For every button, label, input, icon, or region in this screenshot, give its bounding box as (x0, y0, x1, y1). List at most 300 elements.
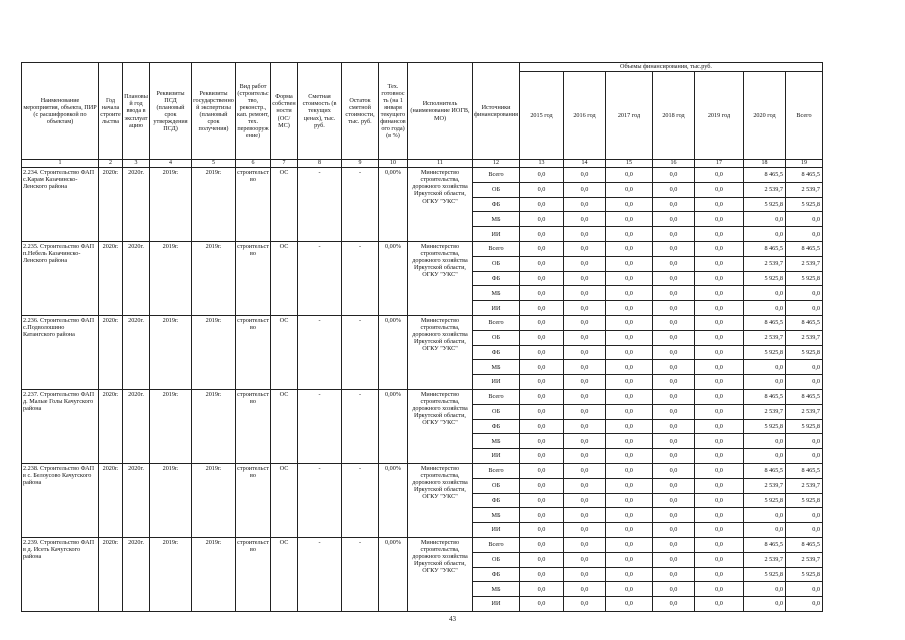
amount-cell: 0,0 (606, 212, 653, 227)
amount-cell: 5 925,8 (786, 567, 823, 582)
funding-source: ОБ (473, 404, 520, 419)
amount-cell: 0,0 (695, 330, 744, 345)
amount-cell: 0,0 (564, 552, 606, 567)
amount-cell: 0,0 (606, 419, 653, 434)
start-year: 2020г. (99, 537, 123, 611)
amount-cell: 0,0 (520, 345, 564, 360)
estimate: - (298, 315, 342, 389)
amount-cell: 0,0 (653, 434, 695, 449)
object-name: 2.236. Строительство ФАП с.Подволошино Катангского района (22, 315, 99, 389)
funding-source: Всего (473, 168, 520, 183)
amount-cell: 8 465,5 (786, 463, 823, 478)
amount-cell: 0,0 (695, 508, 744, 523)
psd-date: 2019г. (150, 537, 192, 611)
amount-cell: 0,0 (786, 212, 823, 227)
amount-cell: 0,0 (786, 449, 823, 464)
estimate: - (298, 389, 342, 463)
column-number: 12 (473, 160, 520, 168)
psd-date: 2019г. (150, 315, 192, 389)
work-type: строительство (236, 463, 271, 537)
amount-cell: 0,0 (653, 182, 695, 197)
amount-cell: 0,0 (520, 182, 564, 197)
amount-cell: 0,0 (520, 404, 564, 419)
amount-cell: 0,0 (653, 345, 695, 360)
amount-cell: 0,0 (606, 227, 653, 242)
commission-year: 2020г. (123, 389, 150, 463)
amount-cell: 0,0 (564, 197, 606, 212)
remainder: - (342, 168, 379, 242)
column-number-row (22, 160, 823, 168)
header-funding: Объемы финансирования, тыс.руб. (520, 63, 823, 72)
amount-cell: 0,0 (695, 345, 744, 360)
column-number: 13 (520, 160, 564, 168)
amount-cell: 0,0 (520, 537, 564, 552)
remainder: - (342, 315, 379, 389)
amount-cell: 0,0 (564, 286, 606, 301)
amount-cell: 2 539,7 (786, 182, 823, 197)
funding-source: МБ (473, 434, 520, 449)
amount-cell: 2 539,7 (744, 256, 786, 271)
ownership: ОС (271, 463, 298, 537)
funding-source: Всего (473, 537, 520, 552)
page-number: 43 (449, 615, 456, 623)
executor: Министерство строительства, дорожного хозяйства Иркутской области, ОГКУ "УКС" (408, 241, 473, 315)
amount-cell: 0,0 (606, 449, 653, 464)
amount-cell: 0,0 (606, 434, 653, 449)
column-number: 9 (342, 160, 379, 168)
funding-source: ИИ (473, 301, 520, 316)
amount-cell: 0,0 (564, 419, 606, 434)
funding-source: Всего (473, 241, 520, 256)
column-number: 2 (99, 160, 123, 168)
amount-cell: 0,0 (786, 523, 823, 538)
amount-cell: 0,0 (653, 301, 695, 316)
expertise-date: 2019г. (192, 168, 236, 242)
amount-cell: 0,0 (653, 463, 695, 478)
amount-cell: 8 465,5 (744, 168, 786, 183)
amount-cell: 0,0 (520, 434, 564, 449)
column-number: 14 (564, 160, 606, 168)
expertise-date: 2019г. (192, 537, 236, 611)
amount-cell: 0,0 (564, 567, 606, 582)
amount-cell: 0,0 (520, 227, 564, 242)
amount-cell: 0,0 (744, 375, 786, 390)
amount-cell: 0,0 (564, 315, 606, 330)
psd-date: 2019г. (150, 463, 192, 537)
amount-cell: 0,0 (520, 463, 564, 478)
funding-source: МБ (473, 212, 520, 227)
column-number: 16 (653, 160, 695, 168)
amount-cell: 8 465,5 (744, 463, 786, 478)
amount-cell: 0,0 (520, 271, 564, 286)
table-row (22, 389, 823, 404)
amount-cell: 0,0 (520, 360, 564, 375)
amount-cell: 0,0 (653, 389, 695, 404)
amount-cell: 0,0 (606, 345, 653, 360)
amount-cell: 0,0 (564, 597, 606, 612)
amount-cell: 5 925,8 (786, 271, 823, 286)
amount-cell: 0,0 (606, 286, 653, 301)
amount-cell: 0,0 (744, 508, 786, 523)
header-year-2016: 2016 год (564, 72, 606, 160)
start-year: 2020г. (99, 389, 123, 463)
amount-cell: 0,0 (695, 404, 744, 419)
ownership: ОС (271, 389, 298, 463)
column-number: 1 (22, 160, 99, 168)
table-row (22, 537, 823, 552)
amount-cell: 0,0 (606, 389, 653, 404)
funding-source: Всего (473, 463, 520, 478)
column-number: 11 (408, 160, 473, 168)
amount-cell: 2 539,7 (744, 404, 786, 419)
remainder: - (342, 389, 379, 463)
amount-cell: 0,0 (520, 552, 564, 567)
amount-cell: 0,0 (606, 508, 653, 523)
amount-cell: 0,0 (786, 508, 823, 523)
amount-cell: 0,0 (564, 537, 606, 552)
amount-cell: 0,0 (564, 493, 606, 508)
amount-cell: 0,0 (606, 404, 653, 419)
amount-cell: 0,0 (695, 360, 744, 375)
amount-cell: 0,0 (520, 523, 564, 538)
amount-cell: 0,0 (520, 567, 564, 582)
amount-cell: 2 539,7 (786, 552, 823, 567)
amount-cell: 0,0 (653, 597, 695, 612)
amount-cell: 0,0 (653, 478, 695, 493)
estimate: - (298, 463, 342, 537)
amount-cell: 0,0 (653, 241, 695, 256)
amount-cell: 2 539,7 (786, 478, 823, 493)
psd-date: 2019г. (150, 241, 192, 315)
header-expertise: Реквизиты государственной экспертизы (плановый срок получения) (192, 63, 236, 160)
column-number: 6 (236, 160, 271, 168)
amount-cell: 0,0 (520, 375, 564, 390)
amount-cell: 0,0 (744, 212, 786, 227)
amount-cell: 0,0 (653, 360, 695, 375)
amount-cell: 0,0 (653, 449, 695, 464)
amount-cell: 0,0 (520, 241, 564, 256)
funding-source: МБ (473, 582, 520, 597)
amount-cell: 0,0 (695, 523, 744, 538)
funding-source: ФБ (473, 197, 520, 212)
work-type: строительство (236, 241, 271, 315)
amount-cell: 0,0 (653, 567, 695, 582)
amount-cell: 0,0 (564, 271, 606, 286)
object-name: 2.237. Строительство ФАП д. Малые Голы Качугского района (22, 389, 99, 463)
amount-cell: 8 465,5 (744, 241, 786, 256)
amount-cell: 0,0 (786, 227, 823, 242)
object-name: 2.239. Строительство ФАП в д. Исеть Качугского района (22, 537, 99, 611)
amount-cell: 0,0 (606, 182, 653, 197)
work-type: строительство (236, 315, 271, 389)
executor: Министерство строительства, дорожного хозяйства Иркутской области, ОГКУ "УКС" (408, 389, 473, 463)
amount-cell: 0,0 (695, 286, 744, 301)
amount-cell: 2 539,7 (786, 256, 823, 271)
amount-cell: 8 465,5 (744, 315, 786, 330)
amount-cell: 5 925,8 (744, 271, 786, 286)
funding-source: ОБ (473, 256, 520, 271)
amount-cell: 0,0 (695, 597, 744, 612)
amount-cell: 0,0 (564, 330, 606, 345)
column-number: 7 (271, 160, 298, 168)
amount-cell: 0,0 (786, 375, 823, 390)
amount-cell: 0,0 (520, 478, 564, 493)
amount-cell: 0,0 (520, 330, 564, 345)
amount-cell: 0,0 (695, 434, 744, 449)
amount-cell: 0,0 (520, 301, 564, 316)
amount-cell: 0,0 (564, 582, 606, 597)
amount-cell: 0,0 (653, 286, 695, 301)
commission-year: 2020г. (123, 537, 150, 611)
header-work-type: Вид работ (строительство, реконстр., кап. ремонт, тех. перевооружение) (236, 63, 271, 160)
funding-source: Всего (473, 389, 520, 404)
amount-cell: 0,0 (695, 478, 744, 493)
funding-source: ФБ (473, 345, 520, 360)
amount-cell: 0,0 (520, 449, 564, 464)
amount-cell: 0,0 (653, 315, 695, 330)
amount-cell: 0,0 (564, 508, 606, 523)
amount-cell: 0,0 (653, 271, 695, 286)
funding-source: ИИ (473, 449, 520, 464)
amount-cell: 0,0 (786, 597, 823, 612)
amount-cell: 0,0 (606, 567, 653, 582)
psd-date: 2019г. (150, 168, 192, 242)
amount-cell: 0,0 (653, 419, 695, 434)
column-number: 5 (192, 160, 236, 168)
amount-cell: 2 539,7 (786, 404, 823, 419)
header-year-2019: 2019 год (695, 72, 744, 160)
amount-cell: 0,0 (653, 256, 695, 271)
amount-cell: 0,0 (520, 582, 564, 597)
header-total: Всего (786, 72, 823, 160)
amount-cell: 0,0 (695, 375, 744, 390)
amount-cell: 0,0 (653, 552, 695, 567)
amount-cell: 0,0 (564, 404, 606, 419)
expertise-date: 2019г. (192, 241, 236, 315)
amount-cell: 8 465,5 (744, 537, 786, 552)
amount-cell: 0,0 (606, 523, 653, 538)
header-readiness: Тех. готовность (на 1 января текущего финансового года) (в %) (379, 63, 408, 160)
readiness: 0,00% (379, 389, 408, 463)
amount-cell: 0,0 (564, 463, 606, 478)
amount-cell: 0,0 (606, 256, 653, 271)
table-row (22, 168, 823, 183)
header-start-year: Год начала строительства (99, 63, 123, 160)
amount-cell: 0,0 (564, 182, 606, 197)
funding-source: ФБ (473, 493, 520, 508)
amount-cell: 0,0 (606, 552, 653, 567)
commission-year: 2020г. (123, 168, 150, 242)
amount-cell: 8 465,5 (786, 315, 823, 330)
funding-source: ИИ (473, 375, 520, 390)
expertise-date: 2019г. (192, 315, 236, 389)
amount-cell: 0,0 (695, 241, 744, 256)
funding-source: ФБ (473, 419, 520, 434)
amount-cell: 5 925,8 (744, 419, 786, 434)
header-row-1 (22, 63, 823, 72)
funding-source: Всего (473, 315, 520, 330)
work-type: строительство (236, 389, 271, 463)
amount-cell: 0,0 (520, 168, 564, 183)
amount-cell: 5 925,8 (786, 345, 823, 360)
remainder: - (342, 463, 379, 537)
amount-cell: 0,0 (606, 463, 653, 478)
header-year-2020: 2020 год (744, 72, 786, 160)
amount-cell: 0,0 (564, 375, 606, 390)
amount-cell: 0,0 (695, 463, 744, 478)
amount-cell: 8 465,5 (786, 241, 823, 256)
amount-cell: 0,0 (695, 168, 744, 183)
amount-cell: 5 925,8 (744, 345, 786, 360)
amount-cell: 0,0 (564, 168, 606, 183)
amount-cell: 0,0 (695, 182, 744, 197)
estimate: - (298, 168, 342, 242)
commission-year: 2020г. (123, 241, 150, 315)
amount-cell: 0,0 (606, 597, 653, 612)
object-name: 2.238. Строительство ФАП в с. Белоусово Качугского района (22, 463, 99, 537)
amount-cell: 0,0 (695, 227, 744, 242)
header-year-2017: 2017 год (606, 72, 653, 160)
amount-cell: 0,0 (653, 537, 695, 552)
estimate: - (298, 241, 342, 315)
executor: Министерство строительства, дорожного хозяйства Иркутской области, ОГКУ "УКС" (408, 463, 473, 537)
amount-cell: 2 539,7 (744, 330, 786, 345)
amount-cell: 0,0 (606, 241, 653, 256)
readiness: 0,00% (379, 463, 408, 537)
amount-cell: 0,0 (606, 301, 653, 316)
amount-cell: 0,0 (520, 597, 564, 612)
amount-cell: 0,0 (786, 286, 823, 301)
executor: Министерство строительства, дорожного хозяйства Иркутской области, ОГКУ "УКС" (408, 315, 473, 389)
amount-cell: 0,0 (520, 389, 564, 404)
amount-cell: 0,0 (744, 434, 786, 449)
amount-cell: 0,0 (653, 375, 695, 390)
start-year: 2020г. (99, 241, 123, 315)
start-year: 2020г. (99, 168, 123, 242)
amount-cell: 0,0 (695, 449, 744, 464)
funding-source: ИИ (473, 597, 520, 612)
amount-cell: 0,0 (653, 508, 695, 523)
funding-source: ФБ (473, 567, 520, 582)
amount-cell: 0,0 (564, 389, 606, 404)
executor: Министерство строительства, дорожного хозяйства Иркутской области, ОГКУ "УКС" (408, 537, 473, 611)
column-number: 4 (150, 160, 192, 168)
header-year-2015: 2015 год (520, 72, 564, 160)
amount-cell: 0,0 (653, 197, 695, 212)
amount-cell: 5 925,8 (744, 567, 786, 582)
readiness: 0,00% (379, 241, 408, 315)
amount-cell: 0,0 (564, 301, 606, 316)
amount-cell: 0,0 (520, 256, 564, 271)
ownership: ОС (271, 241, 298, 315)
amount-cell: 5 925,8 (744, 493, 786, 508)
amount-cell: 0,0 (606, 360, 653, 375)
amount-cell: 0,0 (695, 256, 744, 271)
amount-cell: 0,0 (695, 567, 744, 582)
amount-cell: 0,0 (606, 168, 653, 183)
table-row (22, 241, 823, 256)
start-year: 2020г. (99, 463, 123, 537)
amount-cell: 0,0 (695, 315, 744, 330)
amount-cell: 2 539,7 (744, 478, 786, 493)
amount-cell: 0,0 (744, 227, 786, 242)
header-ownership: Форма собственности (ОС/МС) (271, 63, 298, 160)
header-remainder: Остаток сметной стоимости, тыс. руб. (342, 63, 379, 160)
amount-cell: 0,0 (564, 449, 606, 464)
amount-cell: 0,0 (520, 419, 564, 434)
amount-cell: 0,0 (695, 582, 744, 597)
funding-source: ОБ (473, 552, 520, 567)
amount-cell: 0,0 (695, 271, 744, 286)
amount-cell: 0,0 (564, 212, 606, 227)
readiness: 0,00% (379, 537, 408, 611)
column-number: 19 (786, 160, 823, 168)
amount-cell: 0,0 (695, 552, 744, 567)
column-number: 17 (695, 160, 744, 168)
amount-cell: 0,0 (520, 508, 564, 523)
column-number: 8 (298, 160, 342, 168)
expertise-date: 2019г. (192, 463, 236, 537)
amount-cell: 0,0 (606, 271, 653, 286)
amount-cell: 0,0 (786, 360, 823, 375)
amount-cell: 0,0 (520, 286, 564, 301)
commission-year: 2020г. (123, 315, 150, 389)
funding-source: МБ (473, 286, 520, 301)
amount-cell: 0,0 (606, 582, 653, 597)
commission-year: 2020г. (123, 463, 150, 537)
amount-cell: 0,0 (653, 168, 695, 183)
ownership: ОС (271, 315, 298, 389)
amount-cell: 0,0 (564, 478, 606, 493)
amount-cell: 0,0 (564, 360, 606, 375)
estimate: - (298, 537, 342, 611)
amount-cell: 0,0 (520, 212, 564, 227)
amount-cell: 0,0 (653, 582, 695, 597)
amount-cell: 8 465,5 (744, 389, 786, 404)
psd-date: 2019г. (150, 389, 192, 463)
amount-cell: 0,0 (653, 523, 695, 538)
amount-cell: 0,0 (520, 315, 564, 330)
table-row (22, 315, 823, 330)
funding-table (21, 62, 823, 612)
ownership: ОС (271, 537, 298, 611)
amount-cell: 0,0 (564, 227, 606, 242)
amount-cell: 0,0 (695, 212, 744, 227)
amount-cell: 0,0 (606, 478, 653, 493)
funding-source: ОБ (473, 478, 520, 493)
funding-source: МБ (473, 360, 520, 375)
amount-cell: 0,0 (695, 389, 744, 404)
funding-source: ОБ (473, 330, 520, 345)
amount-cell: 8 465,5 (786, 537, 823, 552)
funding-source: ИИ (473, 523, 520, 538)
funding-source: ФБ (473, 271, 520, 286)
amount-cell: 0,0 (564, 434, 606, 449)
remainder: - (342, 537, 379, 611)
work-type: строительство (236, 537, 271, 611)
funding-source: ИИ (473, 227, 520, 242)
column-number: 3 (123, 160, 150, 168)
amount-cell: 0,0 (606, 330, 653, 345)
amount-cell: 0,0 (695, 537, 744, 552)
amount-cell: 0,0 (653, 227, 695, 242)
expertise-date: 2019г. (192, 389, 236, 463)
table-row (22, 463, 823, 478)
amount-cell: 0,0 (744, 449, 786, 464)
remainder: - (342, 241, 379, 315)
column-number: 18 (744, 160, 786, 168)
amount-cell: 0,0 (520, 197, 564, 212)
